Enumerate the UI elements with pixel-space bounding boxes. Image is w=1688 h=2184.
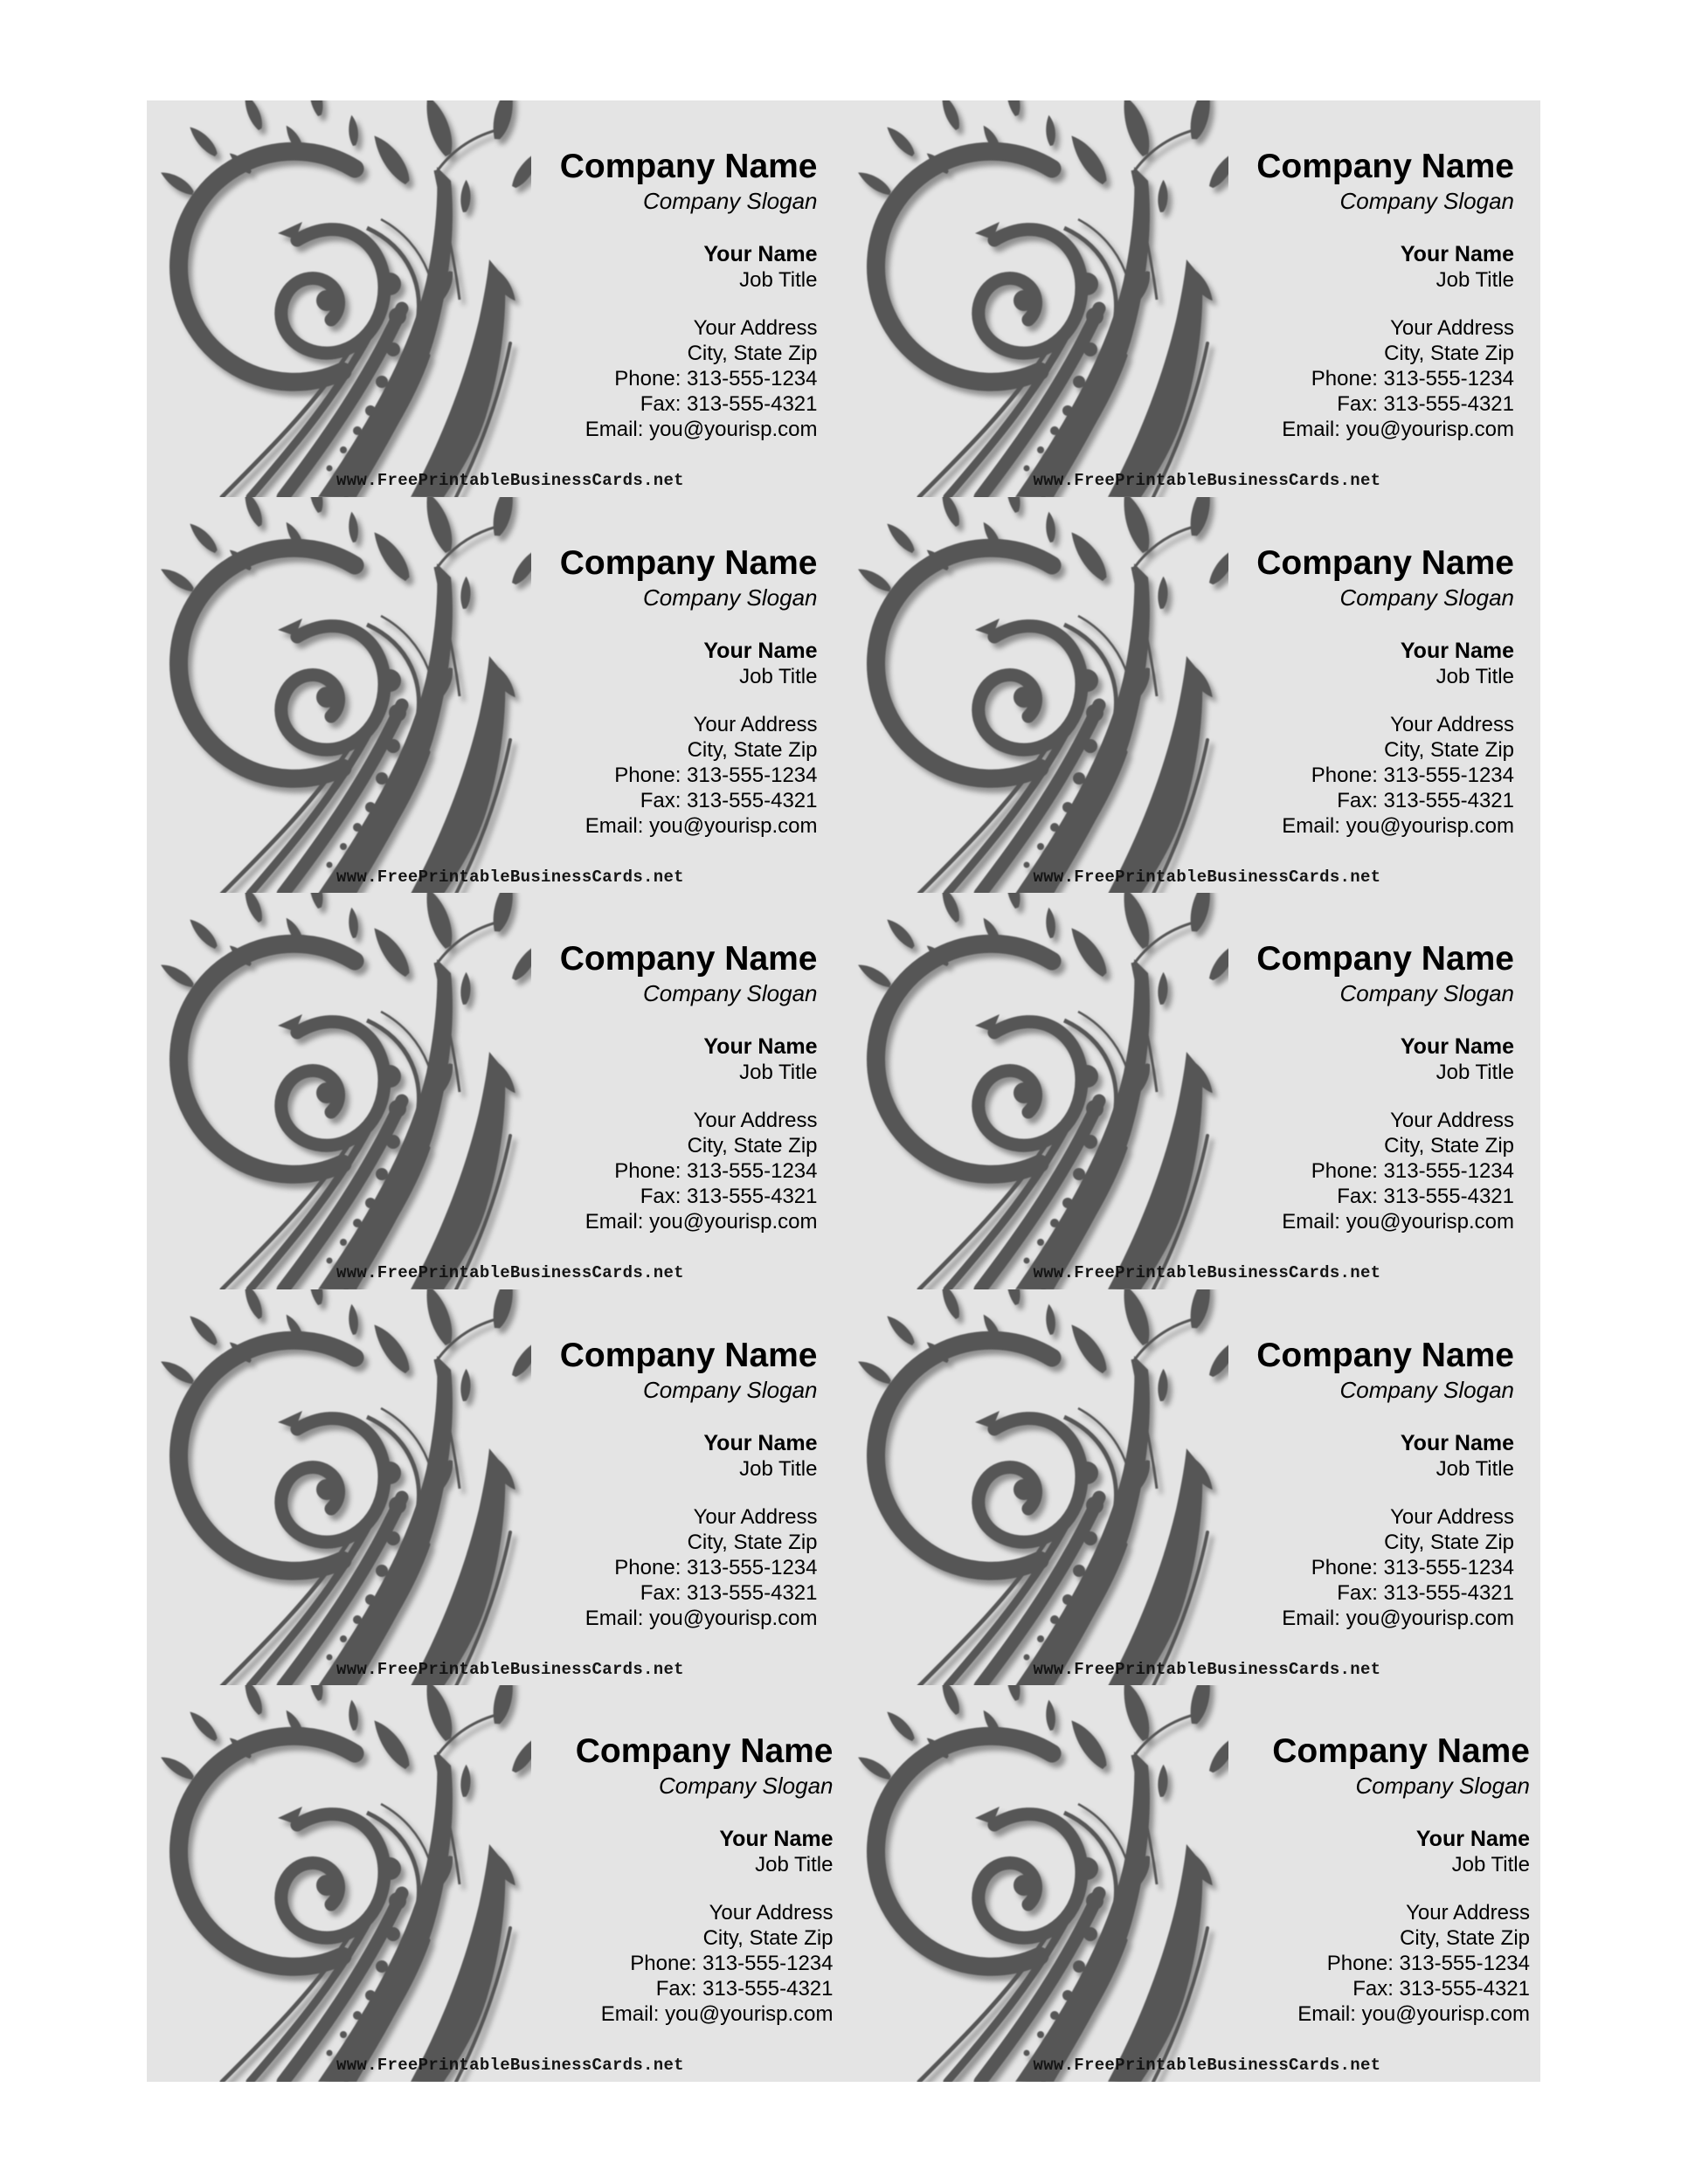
person-name: Your Name	[703, 1430, 818, 1455]
person-name: Your Name	[703, 638, 818, 663]
company-name: Company Name	[1256, 1336, 1514, 1374]
email-line: Email: you@yourisp.com	[585, 418, 818, 441]
address-line-1: Your Address	[693, 1504, 818, 1529]
business-card	[147, 100, 844, 497]
person-name: Your Name	[1400, 1034, 1514, 1060]
website-url: www.FreePrintableBusinessCards.net	[1033, 1659, 1381, 1679]
address-line-1: Your Address	[693, 316, 818, 340]
person-name: Your Name	[703, 1034, 818, 1060]
phone-line: Phone: 313-555-1234	[614, 1555, 818, 1579]
address-line-2: City, State Zip	[1384, 737, 1514, 762]
fax-line: Fax: 313-555-4321	[640, 1580, 818, 1605]
job-title: Job Title	[739, 1456, 818, 1481]
company-slogan: Company Slogan	[1339, 1376, 1514, 1403]
address-line-2: City, State Zip	[687, 1530, 818, 1554]
address-line-2: City, State Zip	[1384, 342, 1514, 365]
card-text-block	[147, 100, 818, 442]
company-name: Company Name	[575, 1732, 834, 1771]
fax-line: Fax: 313-555-4321	[1337, 392, 1514, 416]
website-url: www.FreePrintableBusinessCards.net	[1033, 1263, 1381, 1283]
email-line: Email: you@yourisp.com	[1282, 1210, 1514, 1234]
address-line-2: City, State Zip	[687, 1134, 818, 1158]
company-name: Company Name	[1256, 940, 1514, 978]
card-text-block	[844, 1685, 1531, 2027]
website-url: www.FreePrintableBusinessCards.net	[1033, 867, 1381, 887]
fax-line: Fax: 313-555-4321	[1337, 1185, 1514, 1209]
company-slogan: Company Slogan	[643, 188, 818, 214]
website-url: www.FreePrintableBusinessCards.net	[336, 2056, 684, 2076]
phone-line: Phone: 313-555-1234	[1311, 1159, 1514, 1184]
website-url: www.FreePrintableBusinessCards.net	[336, 1263, 684, 1283]
email-line: Email: you@yourisp.com	[585, 1210, 818, 1234]
job-title: Job Title	[1435, 1456, 1514, 1481]
phone-line: Phone: 313-555-1234	[614, 367, 818, 390]
fax-line: Fax: 313-555-4321	[640, 392, 818, 416]
fax-line: Fax: 313-555-4321	[655, 1977, 834, 2001]
job-title: Job Title	[1451, 1853, 1530, 1877]
phone-line: Phone: 313-555-1234	[614, 763, 818, 787]
address-line-2: City, State Zip	[1384, 1134, 1514, 1158]
business-card	[844, 497, 1541, 894]
fax-line: Fax: 313-555-4321	[1337, 788, 1514, 812]
person-name: Your Name	[1415, 1827, 1530, 1852]
card-text-block	[844, 1289, 1515, 1631]
business-card	[147, 497, 844, 894]
business-card	[147, 1685, 844, 2082]
job-title: Job Title	[1435, 1061, 1514, 1085]
card-text-block	[844, 497, 1515, 839]
job-title: Job Title	[755, 1853, 834, 1877]
phone-line: Phone: 313-555-1234	[614, 1159, 818, 1184]
email-line: Email: you@yourisp.com	[585, 813, 818, 838]
email-line: Email: you@yourisp.com	[1282, 813, 1514, 838]
company-slogan: Company Slogan	[1355, 1773, 1530, 1800]
job-title: Job Title	[739, 664, 818, 688]
card-text-block	[147, 1685, 834, 2027]
person-name: Your Name	[1400, 638, 1514, 663]
website-url: www.FreePrintableBusinessCards.net	[336, 471, 684, 490]
job-title: Job Title	[1435, 268, 1514, 292]
website-url: www.FreePrintableBusinessCards.net	[336, 1659, 684, 1679]
company-slogan: Company Slogan	[1339, 188, 1514, 214]
company-name: Company Name	[1256, 148, 1514, 185]
company-name: Company Name	[1272, 1732, 1530, 1771]
website-url: www.FreePrintableBusinessCards.net	[336, 867, 684, 887]
email-line: Email: you@yourisp.com	[600, 2002, 834, 2027]
company-name: Company Name	[559, 940, 818, 978]
company-slogan: Company Slogan	[643, 1376, 818, 1403]
email-line: Email: you@yourisp.com	[1297, 2002, 1530, 2027]
fax-line: Fax: 313-555-4321	[1352, 1977, 1530, 2001]
fax-line: Fax: 313-555-4321	[640, 1185, 818, 1209]
job-title: Job Title	[739, 1061, 818, 1085]
card-text-block	[147, 1289, 818, 1631]
email-line: Email: you@yourisp.com	[1282, 1606, 1514, 1630]
phone-line: Phone: 313-555-1234	[1311, 367, 1514, 390]
address-line-1: Your Address	[693, 712, 818, 736]
card-sheet	[147, 100, 1540, 2082]
address-line-1: Your Address	[1390, 316, 1514, 340]
address-line-2: City, State Zip	[687, 342, 818, 365]
phone-line: Phone: 313-555-1234	[1326, 1952, 1530, 1976]
card-text-block	[147, 893, 818, 1234]
company-slogan: Company Slogan	[643, 584, 818, 611]
address-line-1: Your Address	[709, 1901, 834, 1925]
business-card	[844, 1289, 1541, 1686]
company-slogan: Company Slogan	[659, 1773, 834, 1800]
address-line-1: Your Address	[1390, 712, 1514, 736]
person-name: Your Name	[1400, 1430, 1514, 1455]
email-line: Email: you@yourisp.com	[1282, 418, 1514, 441]
address-line-1: Your Address	[1390, 1504, 1514, 1529]
company-name: Company Name	[1256, 543, 1514, 582]
job-title: Job Title	[739, 268, 818, 292]
business-card	[844, 100, 1541, 497]
website-url: www.FreePrintableBusinessCards.net	[1033, 471, 1381, 490]
phone-line: Phone: 313-555-1234	[1311, 763, 1514, 787]
company-name: Company Name	[559, 543, 818, 582]
address-line-2: City, State Zip	[702, 1926, 834, 1951]
person-name: Your Name	[1400, 242, 1514, 266]
website-url: www.FreePrintableBusinessCards.net	[1033, 2056, 1381, 2076]
address-line-1: Your Address	[693, 1109, 818, 1133]
card-text-block	[147, 497, 818, 839]
company-name: Company Name	[559, 148, 818, 185]
address-line-1: Your Address	[1406, 1901, 1530, 1925]
company-slogan: Company Slogan	[1339, 584, 1514, 611]
phone-line: Phone: 313-555-1234	[1311, 1555, 1514, 1579]
job-title: Job Title	[1435, 664, 1514, 688]
company-slogan: Company Slogan	[1339, 980, 1514, 1007]
address-line-2: City, State Zip	[1384, 1530, 1514, 1554]
business-card	[147, 1289, 844, 1686]
business-card	[147, 893, 844, 1289]
address-line-2: City, State Zip	[687, 737, 818, 762]
address-line-2: City, State Zip	[1400, 1926, 1530, 1951]
address-line-1: Your Address	[1390, 1109, 1514, 1133]
person-name: Your Name	[719, 1827, 834, 1852]
business-card	[844, 893, 1541, 1289]
fax-line: Fax: 313-555-4321	[640, 788, 818, 812]
company-slogan: Company Slogan	[643, 980, 818, 1007]
fax-line: Fax: 313-555-4321	[1337, 1580, 1514, 1605]
card-text-block	[844, 893, 1515, 1234]
email-line: Email: you@yourisp.com	[585, 1606, 818, 1630]
phone-line: Phone: 313-555-1234	[630, 1952, 834, 1976]
business-card	[844, 1685, 1541, 2082]
person-name: Your Name	[703, 242, 818, 266]
company-name: Company Name	[559, 1336, 818, 1374]
card-text-block	[844, 100, 1515, 442]
